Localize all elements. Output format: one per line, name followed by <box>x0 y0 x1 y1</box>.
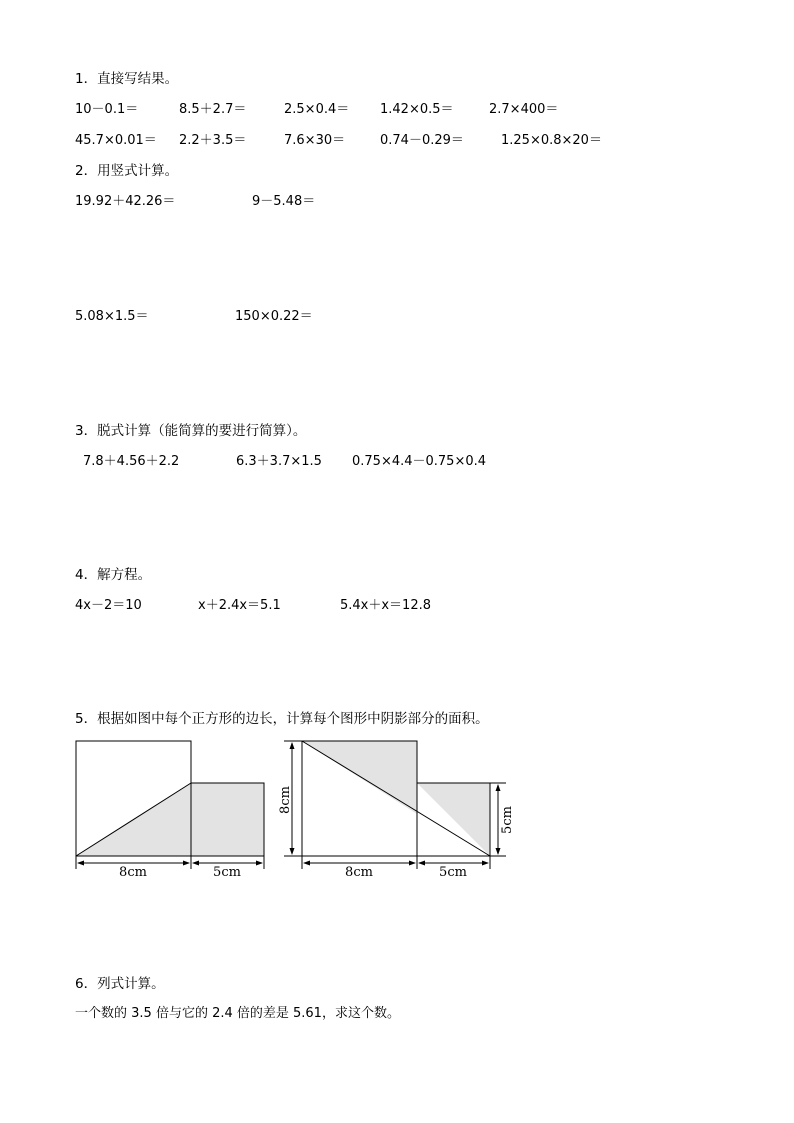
q3-heading: 3．脱式计算（能简算的要进行简算）。 <box>75 423 307 439</box>
figure-2-label-right-5cm: 5cm <box>500 806 515 834</box>
q1-item: 2.2＋3.5＝ <box>179 133 247 148</box>
q2-item: 5.08×1.5＝ <box>75 309 149 324</box>
arrow-head <box>192 861 199 866</box>
q3-item: 6.3＋3.7×1.5 <box>236 454 322 469</box>
arrow-head <box>409 861 416 866</box>
q4-item: 5.4x＋x＝12.8 <box>340 598 432 613</box>
q1-item: 2.7×400＝ <box>489 102 559 117</box>
arrow-head <box>482 861 489 866</box>
figure-2-label-left-8cm: 8cm <box>278 786 293 814</box>
figure-2-label-bottom-5cm: 5cm <box>439 865 467 880</box>
figure-1-shaded-region <box>76 783 264 856</box>
q4-heading: 4．解方程。 <box>75 567 152 583</box>
figure-2-label-bottom-8cm: 8cm <box>345 865 373 880</box>
q1-item: 7.6×30＝ <box>284 133 346 148</box>
q2-heading: 2．用竖式计算。 <box>75 163 179 179</box>
figure-1-label-5cm: 5cm <box>213 865 241 880</box>
q2-item: 9－5.48＝ <box>252 194 316 209</box>
q3-item: 0.75×4.4－0.75×0.4 <box>352 454 487 469</box>
q1-item: 0.74－0.29＝ <box>380 133 464 148</box>
q2-item: 19.92＋42.26＝ <box>75 194 176 209</box>
figure-1-label-8cm: 8cm <box>119 865 147 880</box>
q1-item: 1.25×0.8×20＝ <box>501 133 602 148</box>
figure-2 <box>276 735 516 885</box>
q3-item: 7.8＋4.56＋2.2 <box>83 454 180 469</box>
arrow-head <box>496 784 501 791</box>
q1-item: 45.7×0.01＝ <box>75 133 157 148</box>
q1-item: 1.42×0.5＝ <box>380 102 454 117</box>
arrow-head <box>303 861 310 866</box>
q1-heading: 1．直接写结果。 <box>75 71 179 87</box>
arrow-head <box>496 848 501 855</box>
q6-text: 一个数的 3.5 倍与它的 2.4 倍的差是 5.61，求这个数。 <box>75 1006 400 1021</box>
figure-2-shaded-region <box>417 783 490 856</box>
arrow-head <box>77 861 84 866</box>
figure-1 <box>70 735 275 885</box>
q1-item: 8.5＋2.7＝ <box>179 102 247 117</box>
arrow-head <box>418 861 425 866</box>
arrow-head <box>183 861 190 866</box>
q2-item: 150×0.22＝ <box>235 309 313 324</box>
q6-heading: 6．列式计算。 <box>75 976 165 992</box>
q4-item: 4x－2＝10 <box>75 598 142 613</box>
arrow-head <box>290 742 295 749</box>
arrow-head <box>290 848 295 855</box>
q1-item: 2.5×0.4＝ <box>284 102 350 117</box>
q4-item: x＋2.4x＝5.1 <box>198 598 281 613</box>
arrow-head <box>256 861 263 866</box>
q1-item: 10－0.1＝ <box>75 102 139 117</box>
q5-heading: 5．根据如图中每个正方形的边长，计算每个图形中阴影部分的面积。 <box>75 711 489 727</box>
